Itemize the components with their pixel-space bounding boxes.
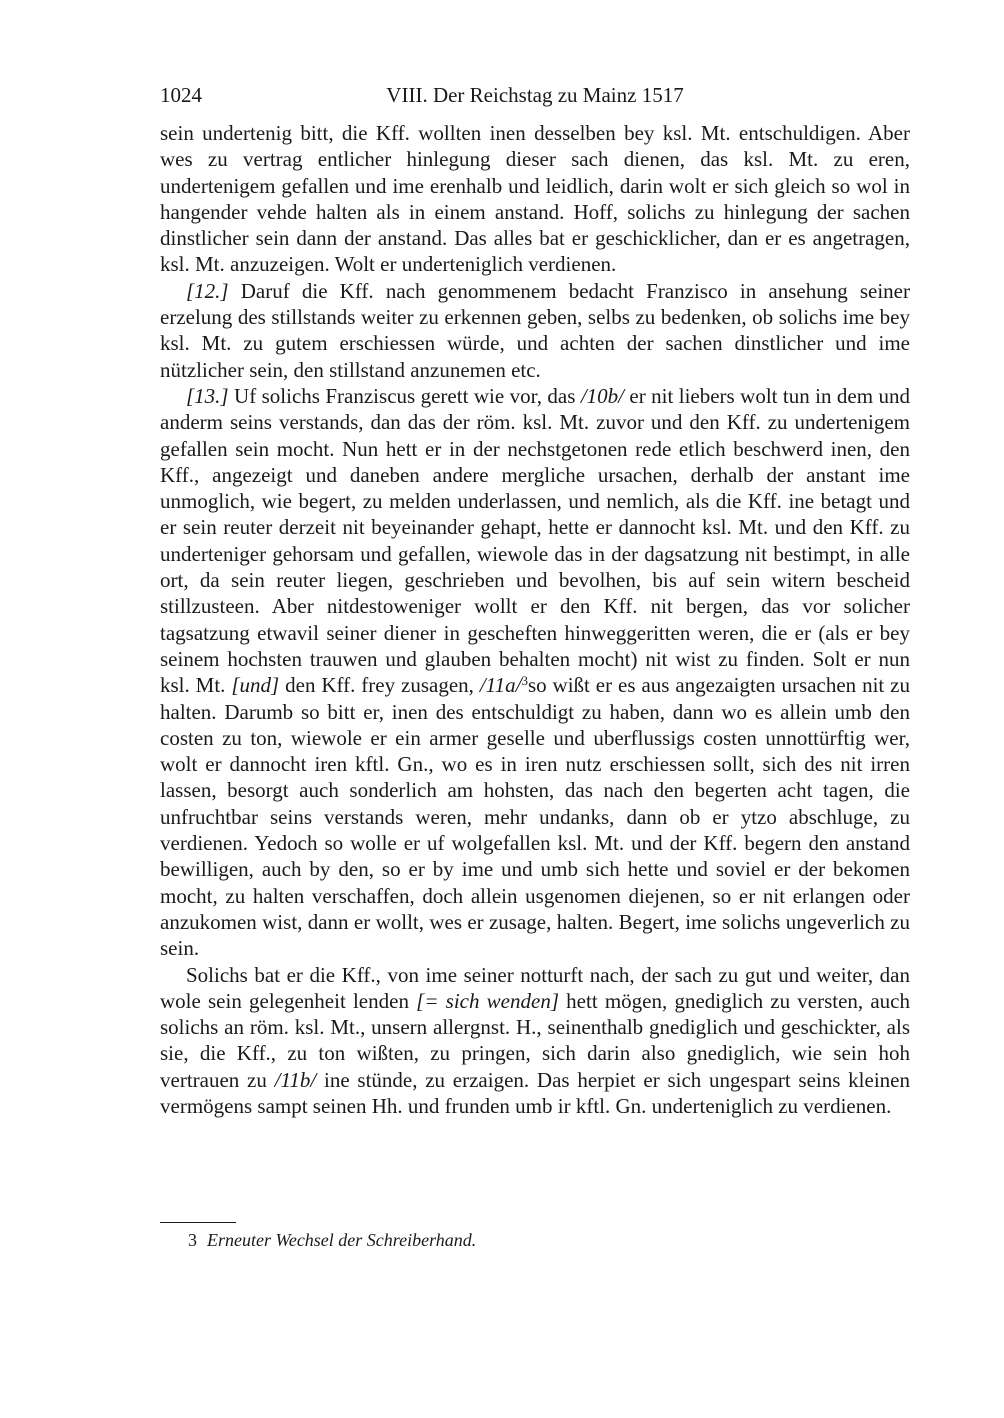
footnote-divider [160, 1222, 236, 1223]
folio-marker: /11a/ [479, 673, 522, 698]
folio-marker: /10b/ [580, 383, 624, 408]
paragraph-text: sein undertenig bitt, die Kff. wollten inen desselben bey ksl. Mt. entschuldigen. Aber wes zu vertrag entlicher hinlegung dieser sach dienen, das ksl. Mt. zu eren, undertenigem gefallen und ime erenhalb und leidlich, darin wolt er sich gleich so wol in hangender vehde halten als in einem anstand. Hoff, solichs zu hinlegung der sachen dinstlicher sein dann der anstand. Das alles bat er geschicklicher, dan er es angetragen, ksl. Mt. anzuzeigen. Wolt er underteniglich verdienen. [160, 121, 910, 277]
section-marker: [12.] [186, 278, 229, 303]
page-number: 1024 [160, 83, 202, 107]
paragraph-final [160, 962, 910, 1120]
paragraph-text: den Kff. frey zusagen, [279, 673, 480, 698]
main-text [160, 120, 910, 1119]
footnote-number: 3 [188, 1230, 197, 1250]
footnote-reference[interactable]: 3 [521, 673, 528, 689]
paragraph-text: Solichs bat er die Kff., von ime seiner notturft nach, der sach zu gut und weiter, dan wole sein gelegenheit lenden [160, 962, 910, 1013]
page-header [160, 80, 910, 110]
paragraph-13 [160, 383, 910, 962]
footnote [188, 1228, 888, 1252]
section-marker: [13.] [186, 383, 229, 408]
paragraph-text: so wißt er es aus angezaigten ursachen nit zu halten. Darumb so bitt er, inen des entschuldigt zu haben, dann wo es allein umb den costen zu ton, wiewole er ein armer geselle und uberflussigs costen unnottürftig wer, wolt er dannocht iren kftl. Gn., wo es in iren nutz erschiessen sollt, sich des nit irren lassen, besorgt auch sonderlich am hohsten, das nach den begerten acht tagen, die unfruchtbar seins verstands weren, mehr undanks, dann ob er ytzo abschluge, zu verdienen. Yedoch so wolle er uf wolgefallen ksl. Mt. und der Kff. begern den anstand bewilligen, auch by den, so er by ime und umb sich hette und soviel er der bekomen mocht, zu halten verschaffen, doch allein usgenomen diejenen, so er nit erlangen oder anzukomen wist, dann er wollt, wes er zusage, halten. Begert, ime solichs ungeverlich zu sein. [160, 673, 910, 961]
running-title: VIII. Der Reichstag zu Mainz 1517 [386, 83, 684, 107]
paragraph-text: er nit liebers wolt tun in dem und anderm seins verstands, dan das der röm. ksl. Mt. zuvor und den Kff. zu undertenigem gefallen sein mocht. Nun hett er in der nechstgetonen rede etlich beschwerd inen, den Kff., angezeigt und daneben andere mergliche ursachen, derhalb der anstant ime unmoglich, wie begert, zu melden underlassen, und nemlich, als die Kff. ine betagt und er sein reuter derzeit nit beyeinander gehapt, hette er dannocht ksl. Mt. und den Kff. zu underteniger gehorsam und gefallen, wiewole das in der dagsatzung nit bestimpt, in alle ort, da sein reuter liegen, geschrieben und bevolhen, bis auf sein witern bescheid stillzusteen. Aber nitdestoweniger wollt er den Kff. nit bergen, das vor solicher tagsatzung etwavil seiner diener in gescheften hinweggeritten weren, die er (als er bey seinem hochsten trauwen und glauben behalten mocht) nit wist zu finden. Solt er nun ksl. Mt. [160, 383, 911, 698]
editorial-gloss: [= sich wenden] [416, 988, 559, 1013]
paragraph-text: Uf solichs Franziscus gerett wie vor, das [228, 383, 581, 408]
editorial-insertion: [und] [231, 673, 280, 698]
paragraph-text: hett mögen, gnediglich zu versten, auch solichs an röm. ksl. Mt., unsern allergnst. H., seinenthalb gnediglich und geschickter, als sie, die Kff., zu ton wißten, zu pringen, sich darin also gnediglich, wie sein hoh vertrauen zu [160, 988, 910, 1092]
footnote-text: Erneuter Wechsel der Schreiberhand. [207, 1230, 477, 1250]
paragraph-12 [160, 278, 910, 383]
paragraph-text: Daruf die Kff. nach genommenem bedacht Franzisco in ansehung seiner erzelung des stillstands weiter zu erkennen geben, selbs zu bedenken, ob solichs ime bey ksl. Mt. zu gutem erschiessen würde, und achten der sachen dinstlicher und ime nützlicher sein, den stillstand anzunemen etc. [160, 278, 910, 382]
paragraph-text: ine stünde, zu erzaigen. Das herpiet er sich ungespart seins kleinen vermögens sampt seinen Hh. und frunden umb ir kftl. Gn. underteniglich zu verdienen. [160, 1067, 910, 1118]
folio-marker: /11b/ [274, 1067, 317, 1092]
paragraph-continuation [160, 120, 910, 278]
